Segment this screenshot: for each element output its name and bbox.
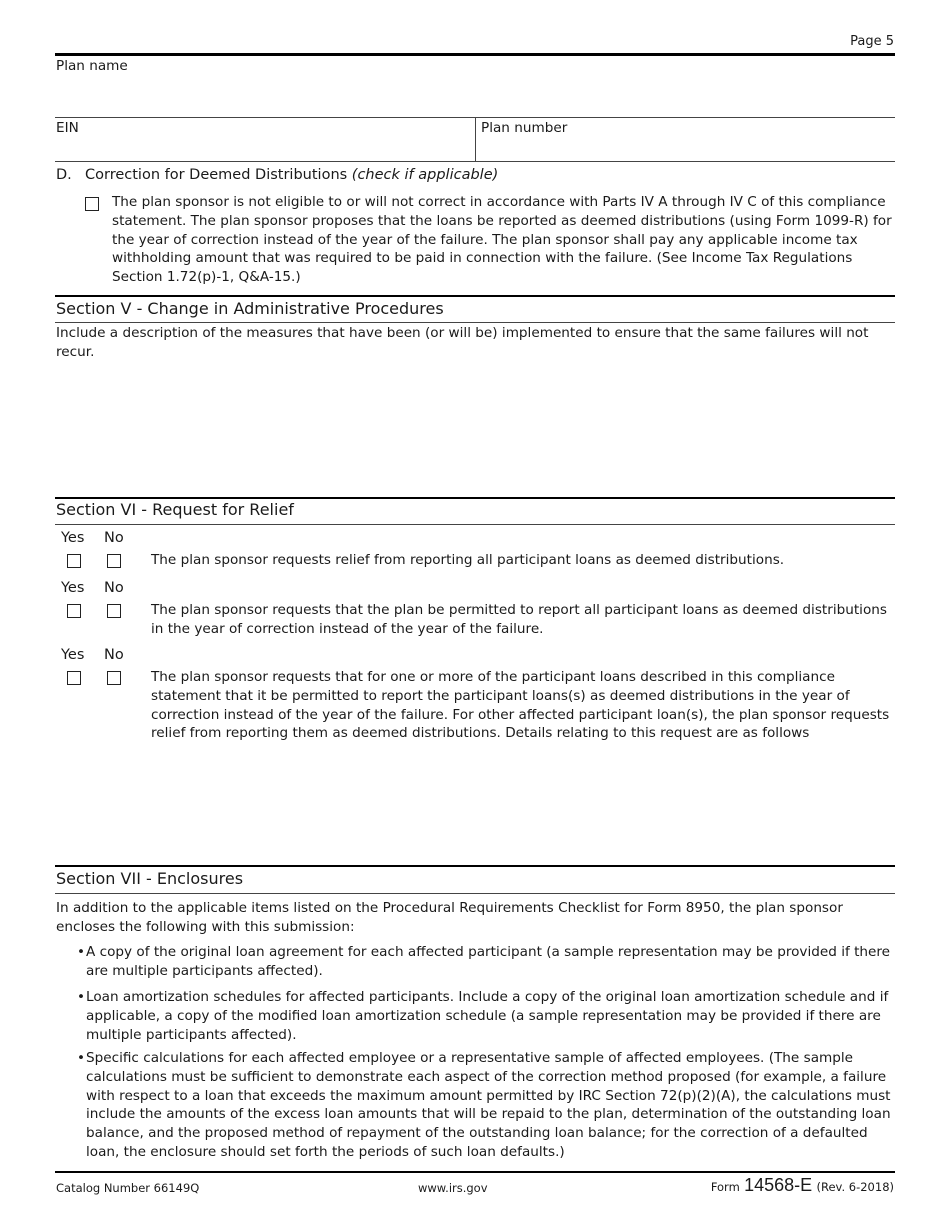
divider (55, 161, 895, 162)
section-vi-title: Section VI - Request for Relief (56, 500, 294, 519)
plan-number-input[interactable] (477, 138, 895, 160)
deemed-distribution-checkbox[interactable] (85, 197, 99, 211)
plan-name-label: Plan name (56, 58, 128, 74)
section-vii-intro: In addition to the applicable items listed on the Procedural Requirements Checklist for Form 8950, the plan sponsor encloses the following with this submission: (56, 900, 843, 935)
bullet-icon: • (77, 944, 86, 960)
enclosure-item: Specific calculations for each affected employee or a representative sample of affected employees. (The sample calculations must be sufficient to demonstrate each aspect of the correction method proposed (for example, a failure with respect to a loan that exceeds the maximum amount permitted by IRC Section 72(p)(2)(A), the calculations must include the amounts of the excess loan amounts that will be repaid to the plan, determination of the outstanding loan balance, and the proposed method of repayment of the outstanding loan balance; for the correction of a defaulted loan, the enclosure should set forth the periods of such loan defaults.) (86, 1050, 891, 1160)
plan-number-label: Plan number (481, 120, 568, 136)
section-d-text: The plan sponsor is not eligible to or will not correct in accordance with Parts IV A through IV C of this compliance statement. The plan sponsor proposes that the loans be reported as deemed distributions (using Form 1099-R) for the year of correction instead of the year of the failure. The plan sponsor shall pay any applicable income tax withholding amount that was required to be paid in connection with the failure. (See Income Tax Regulations Section 1.72(p)-1, Q&A-15.) (112, 194, 892, 286)
plan-name-input[interactable] (55, 76, 895, 116)
divider (55, 322, 895, 323)
request-1-no-checkbox[interactable] (107, 554, 121, 568)
section-rule (55, 497, 895, 499)
header-rule (55, 53, 895, 56)
no-label: No (104, 580, 124, 596)
website-link[interactable]: www.irs.gov (418, 1181, 488, 1195)
section-v-text: Include a description of the measures that have been (or will be) implemented to ensure that the same failures will not recur. (56, 325, 869, 360)
no-label: No (104, 647, 124, 663)
request-2-text: The plan sponsor requests that the plan be permitted to report all participant loans as deemed distributions in the year of correction instead of the year of the failure. (151, 602, 887, 637)
section-d-note: (check if applicable) (351, 167, 499, 183)
page-number: Page 5 (850, 34, 894, 49)
bullet-icon: • (77, 989, 86, 1005)
form-id (711, 1175, 894, 1196)
request-details-textarea[interactable] (151, 748, 895, 860)
ein-label: EIN (56, 120, 79, 136)
request-1-yes-checkbox[interactable] (67, 554, 81, 568)
request-3-no-checkbox[interactable] (107, 671, 121, 685)
request-2-no-checkbox[interactable] (107, 604, 121, 618)
yes-label: Yes (61, 530, 85, 546)
section-d-heading (85, 167, 498, 183)
no-label: No (104, 530, 124, 546)
yes-label: Yes (61, 647, 85, 663)
divider (55, 524, 895, 525)
enclosure-item: Loan amortization schedules for affected participants. Include a copy of the original loan amortization schedule and if applicable, a copy of the modified loan amortization schedule (a sample representation may be provided if there are multiple participants affected). (86, 989, 889, 1043)
request-3-yes-checkbox[interactable] (67, 671, 81, 685)
form-number: 14568-E (744, 1175, 813, 1195)
section-rule (55, 295, 895, 297)
field-divider (475, 117, 476, 161)
section-v-title: Section V - Change in Administrative Procedures (56, 299, 444, 318)
ein-input[interactable] (55, 138, 473, 160)
request-2-yes-checkbox[interactable] (67, 604, 81, 618)
bullet-icon: • (77, 1050, 86, 1066)
section-rule (55, 865, 895, 867)
administrative-procedures-textarea[interactable] (55, 364, 895, 494)
form-label: Form (710, 1180, 740, 1194)
yes-label: Yes (61, 580, 85, 596)
enclosure-item: A copy of the original loan agreement for each affected participant (a sample representation may be provided if there are multiple participants affected). (86, 944, 891, 979)
request-3-text: The plan sponsor requests that for one or more of the participant loans described in this compliance statement that it be permitted to report the participant loans(s) as deemed distributions in the year of correction instead of the year of the failure. For other affected participant loan(s), the plan sponsor requests relief from reporting them as deemed distributions. Details relating to this request are as follows (151, 669, 890, 742)
divider (55, 893, 895, 894)
form-revision: (Rev. 6-2018) (816, 1180, 894, 1194)
footer-rule (55, 1171, 895, 1173)
request-1-text: The plan sponsor requests relief from reporting all participant loans as deemed distributions. (151, 552, 785, 568)
section-d-title: Correction for Deemed Distributions (85, 167, 348, 183)
section-d-letter: D. (56, 167, 72, 183)
catalog-number: Catalog Number 66149Q (56, 1181, 200, 1195)
section-vii-title: Section VII - Enclosures (56, 869, 244, 888)
